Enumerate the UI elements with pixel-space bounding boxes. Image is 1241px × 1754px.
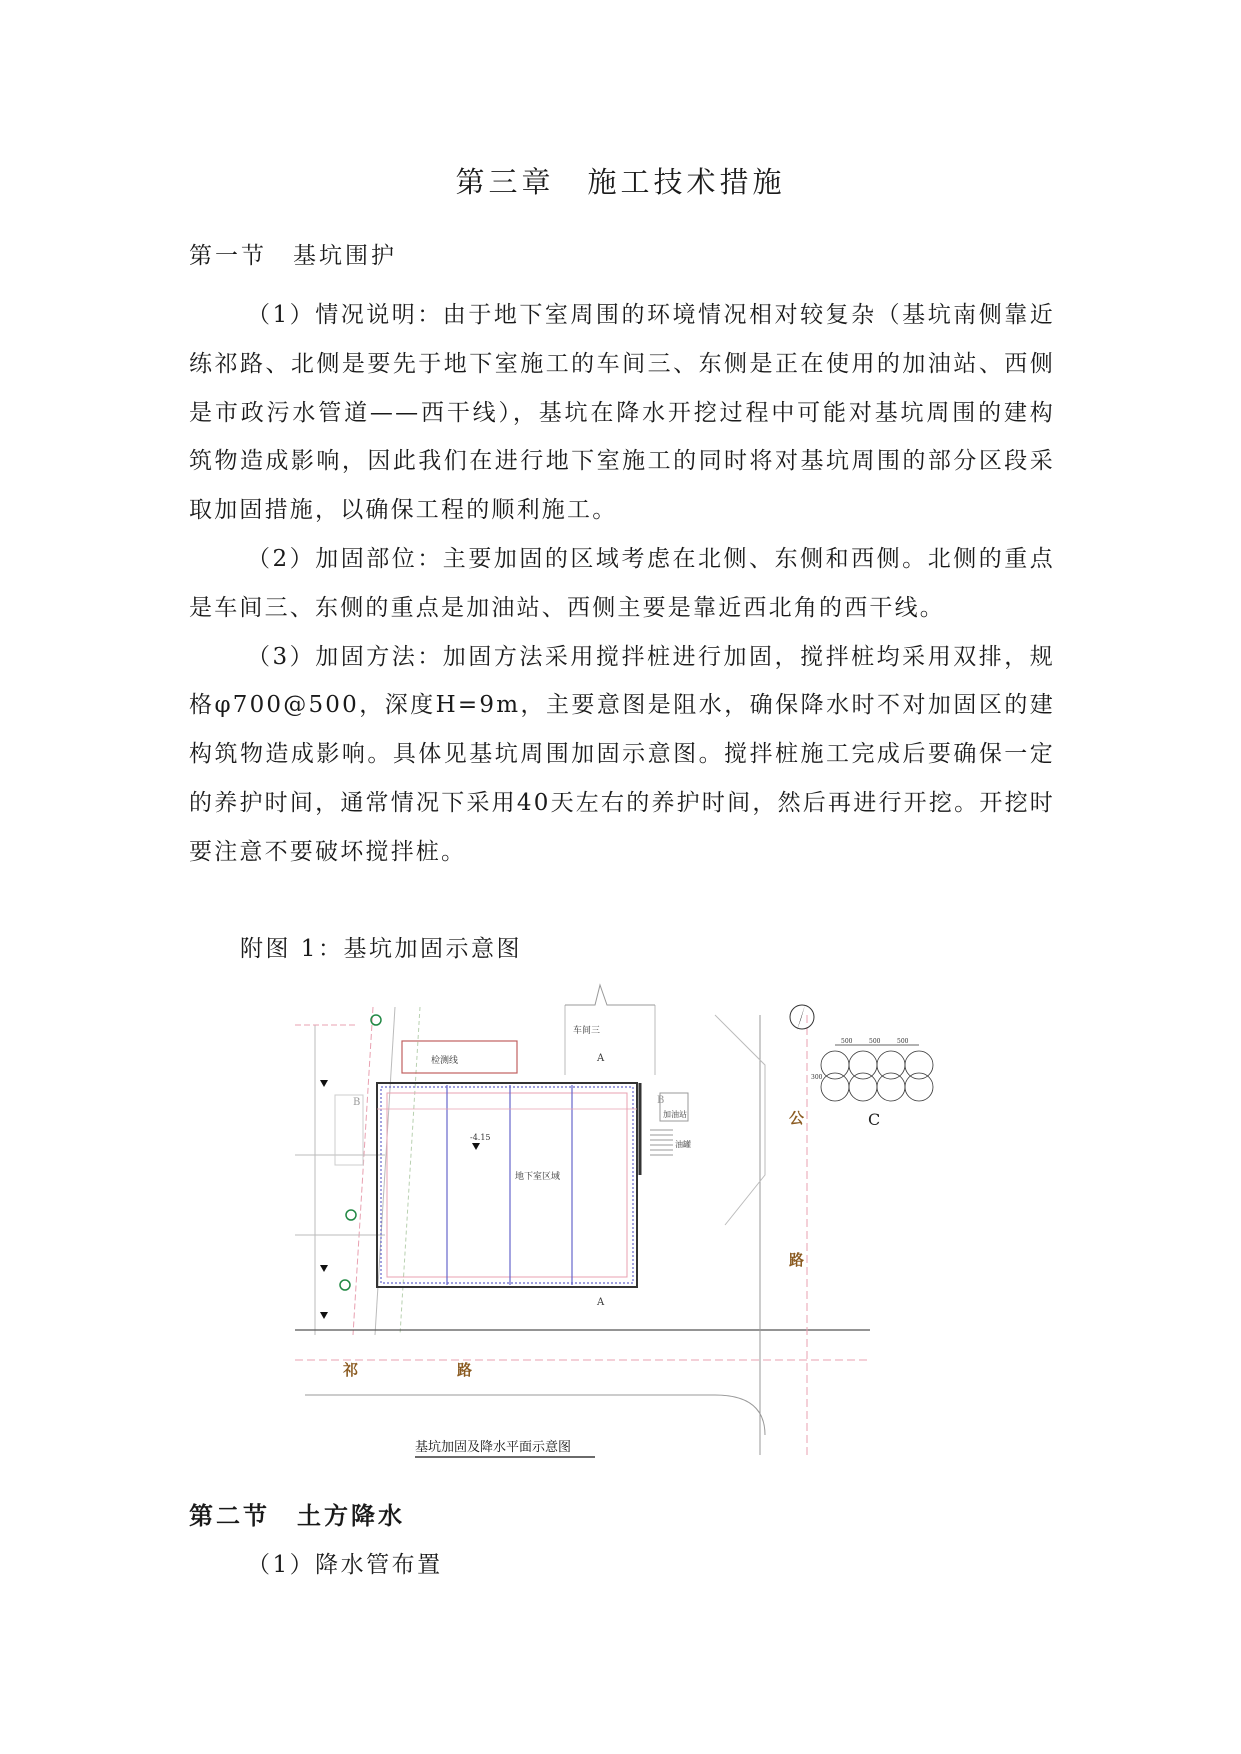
label-road-lu-east: 路 bbox=[789, 1251, 805, 1269]
paragraph-situation: （1）情况说明：由于地下室周围的环境情况相对较复杂（基坑南侧靠近练祁路、北侧是要先于地下室施工的车间三、东侧是正在使用的加油站、西侧是市政污水管道——西干线），基坑在降水开挖过程中可能对基坑周围的建构筑物造成影响，因此我们在进行地下室施工的同时将对基坑周围的部分区段采取加固措施，以确保工程的顺利施工。 bbox=[189, 302, 1055, 524]
label-dim-1: 500 bbox=[841, 1038, 853, 1045]
detection-line-box bbox=[402, 1041, 517, 1073]
label-dim-vertical: 300 bbox=[811, 1074, 823, 1081]
label-section-a-top: A bbox=[597, 1053, 605, 1064]
label-basement-area: 地下室区域 bbox=[515, 1172, 561, 1182]
dewatering-wells bbox=[320, 1015, 381, 1319]
foundation-pit bbox=[377, 1083, 640, 1287]
south-road-lines bbox=[295, 1330, 870, 1435]
figure-caption: 基坑加固及降水平面示意图 bbox=[415, 1440, 572, 1455]
label-dim-3: 500 bbox=[897, 1038, 909, 1045]
label-section-b-left: B bbox=[353, 1097, 361, 1108]
label-section-b-right: B bbox=[657, 1095, 665, 1106]
label-elevation: -4.15 bbox=[470, 1133, 491, 1142]
elevation-marker bbox=[472, 1143, 480, 1150]
label-road-qi: 祁 bbox=[343, 1361, 359, 1379]
pile-detail-c bbox=[821, 1045, 933, 1101]
north-arrow-icon bbox=[790, 1005, 814, 1030]
chapter-title: 第三章 施工技术措施 bbox=[455, 165, 786, 199]
paragraph-reinforce-method: （3）加固方法：加固方法采用搅拌桩进行加固，搅拌桩均采用双排，规格φ700@500，深度H=9m，主要意图是阻水，确保降水时不对加固区的建构筑物造成影响。具体见基坑周围加固示意图。搅拌桩施工完成后要确保一定的养护时间，通常情况下采用40天左右的养护时间，然后再进行开挖。开挖时要注意不要破坏搅拌桩。 bbox=[189, 643, 1055, 865]
dewatering-pipe-layout-item: （1）降水管布置 bbox=[247, 1552, 443, 1578]
section-1-title: 第一节 基坑围护 bbox=[189, 243, 397, 269]
site-plan-drawing bbox=[295, 975, 1075, 1460]
label-road-gong: 公 bbox=[789, 1109, 805, 1127]
label-road-lu-south: 路 bbox=[457, 1361, 473, 1379]
label-section-a-bottom: A bbox=[597, 1297, 605, 1308]
label-detail-c: C bbox=[868, 1110, 881, 1129]
section-1-body bbox=[189, 291, 1055, 877]
figure-label: 附图 1：基坑加固示意图 bbox=[240, 936, 522, 962]
paragraph-reinforce-location: （2）加固部位：主要加固的区域考虑在北侧、东侧和西侧。北侧的重点是车间三、东侧的重点是加油站、西侧主要是靠近西北角的西干线。 bbox=[189, 545, 1055, 621]
section-2-title: 第二节 土方降水 bbox=[189, 1502, 405, 1530]
west-road-lines bbox=[295, 1007, 420, 1335]
label-workshop-3: 车间三 bbox=[573, 1026, 601, 1036]
oil-tanks bbox=[650, 1130, 673, 1155]
label-gas-station: 加油站 bbox=[663, 1110, 687, 1119]
label-dim-2: 500 bbox=[869, 1038, 881, 1045]
label-oil-tank: 油罐 bbox=[675, 1140, 691, 1149]
label-detection-line: 检测线 bbox=[431, 1056, 459, 1066]
